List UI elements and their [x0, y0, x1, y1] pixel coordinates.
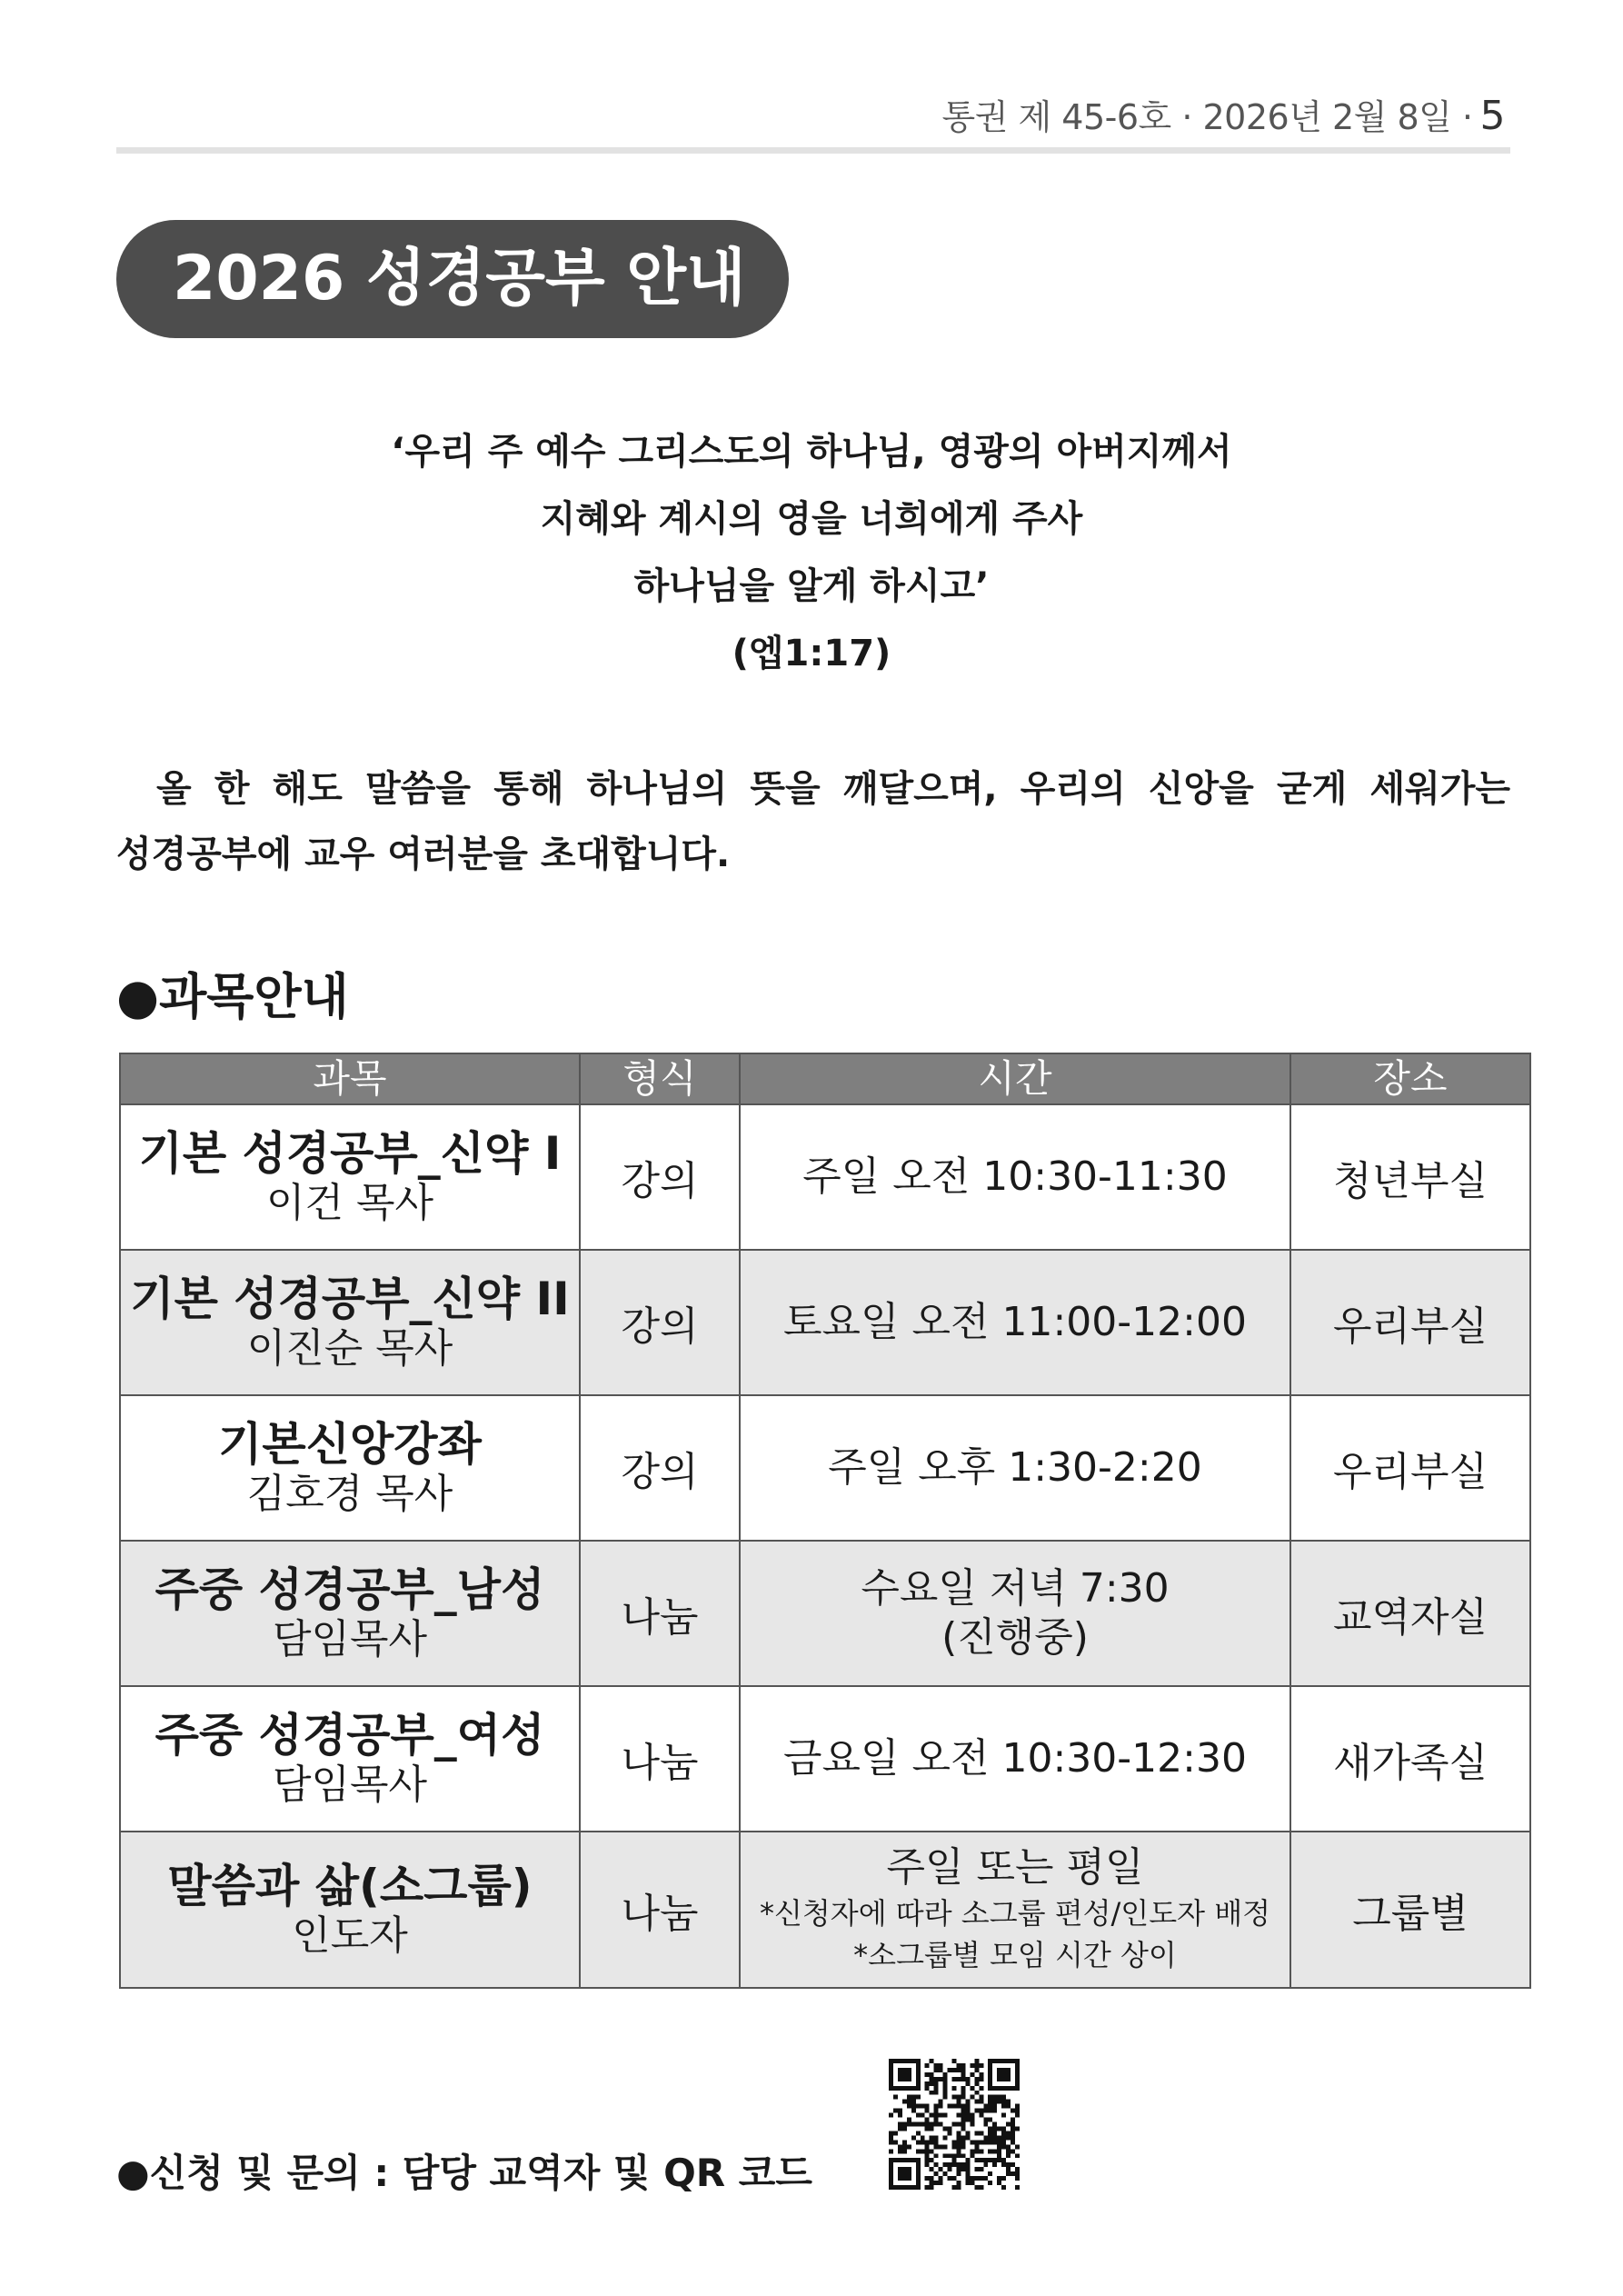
intro-paragraph — [116, 756, 1510, 887]
time-line: 토요일 오전 11:00-12:00 — [783, 1299, 1247, 1345]
time-note: *신청자에 따라 소그룹 편성/인도자 배정 — [759, 1896, 1271, 1931]
page-title: 2026 성경공부 안내 — [116, 220, 789, 338]
bible-verse — [0, 418, 1623, 687]
time-cell — [740, 1832, 1290, 1988]
format-cell: 나눔 — [580, 1541, 740, 1686]
header-course: 과목 — [120, 1053, 580, 1104]
format-cell: 강의 — [580, 1395, 740, 1541]
course-name: 주중 성경공부_여성 — [154, 1709, 545, 1762]
header-place: 장소 — [1290, 1053, 1530, 1104]
course-name: 기본 성경공부_신약 I — [138, 1127, 562, 1180]
course-teacher: 담임목사 — [272, 1762, 427, 1808]
time-line: 주일 오전 10:30-11:30 — [802, 1153, 1228, 1200]
place-cell: 우리부실 — [1290, 1250, 1530, 1395]
format-cell: 나눔 — [580, 1832, 740, 1988]
table-row — [120, 1541, 1530, 1686]
course-cell — [120, 1686, 580, 1832]
verse-line: 하나님을 알게 하시고’ — [633, 565, 990, 607]
verse-line: 지혜와 계시의 영을 너희에게 주사 — [540, 498, 1083, 540]
place-cell: 우리부실 — [1290, 1395, 1530, 1541]
format-cell: 강의 — [580, 1104, 740, 1250]
header-time: 시간 — [740, 1053, 1290, 1104]
course-teacher: 이건 목사 — [265, 1180, 433, 1226]
table-row — [120, 1395, 1530, 1541]
time-cell — [740, 1686, 1290, 1832]
course-cell — [120, 1541, 580, 1686]
format-cell: 나눔 — [580, 1686, 740, 1832]
place-cell: 청년부실 — [1290, 1104, 1530, 1250]
course-name: 말씀과 삶(소그룹) — [167, 1860, 533, 1912]
verse-line: ‘우리 주 예수 그리스도의 하나님, 영광의 아버지께서 — [391, 431, 1232, 473]
course-cell — [120, 1832, 580, 1988]
time-cell — [740, 1104, 1290, 1250]
format-cell: 강의 — [580, 1250, 740, 1395]
header-format: 형식 — [580, 1053, 740, 1104]
place-cell: 새가족실 — [1290, 1686, 1530, 1832]
course-name: 기본신앙강좌 — [218, 1418, 482, 1471]
page-number: 5 — [1479, 93, 1505, 139]
table-row — [120, 1832, 1530, 1988]
time-cell — [740, 1250, 1290, 1395]
place-cell: 교역자실 — [1290, 1541, 1530, 1686]
time-cell — [740, 1395, 1290, 1541]
qr-code-icon[interactable] — [889, 2059, 1020, 2190]
time-line: 금요일 오전 10:30-12:30 — [783, 1735, 1247, 1782]
table-row — [120, 1250, 1530, 1395]
header-divider — [116, 147, 1510, 154]
time-line: 주일 오후 1:30-2:20 — [828, 1444, 1202, 1491]
table-header-row — [120, 1053, 1530, 1104]
time-status: (진행중) — [941, 1614, 1089, 1661]
time-note: *소그룹별 모임 시간 상이 — [853, 1938, 1177, 1972]
course-teacher: 담임목사 — [272, 1616, 427, 1662]
verse-reference: (엡1:17) — [732, 633, 891, 674]
time-line: 주일 또는 평일 — [886, 1844, 1144, 1891]
time-cell — [740, 1541, 1290, 1686]
course-cell — [120, 1250, 580, 1395]
issue-info: 통권 제 45-6호 · 2026년 2월 8일 · — [941, 97, 1473, 137]
section-title-courses: ●과목안내 — [116, 968, 349, 1025]
course-teacher: 인도자 — [292, 1912, 408, 1959]
apply-contact-info: ●신청 및 문의 : 담당 교역자 및 QR 코드 — [116, 2151, 812, 2195]
course-teacher: 김호경 목사 — [246, 1471, 453, 1517]
course-name: 기본 성경공부_신약 II — [130, 1273, 570, 1325]
time-line: 수요일 저녁 7:30 — [861, 1565, 1170, 1612]
course-cell — [120, 1395, 580, 1541]
table-row — [120, 1686, 1530, 1832]
intro-line: 올 한 해도 말씀을 통해 하나님의 뜻을 깨달으며, 우리의 신앙을 굳게 세워가는 — [156, 768, 1510, 810]
place-cell: 그룹별 — [1290, 1832, 1530, 1988]
course-table — [119, 1053, 1531, 1989]
course-teacher: 이진순 목사 — [246, 1325, 453, 1372]
intro-line: 성경공부에 교우 여러분을 초대합니다. — [116, 834, 731, 875]
table-row — [120, 1104, 1530, 1250]
issue-header — [942, 89, 1505, 139]
course-name: 주중 성경공부_남성 — [154, 1563, 545, 1616]
course-cell — [120, 1104, 580, 1250]
